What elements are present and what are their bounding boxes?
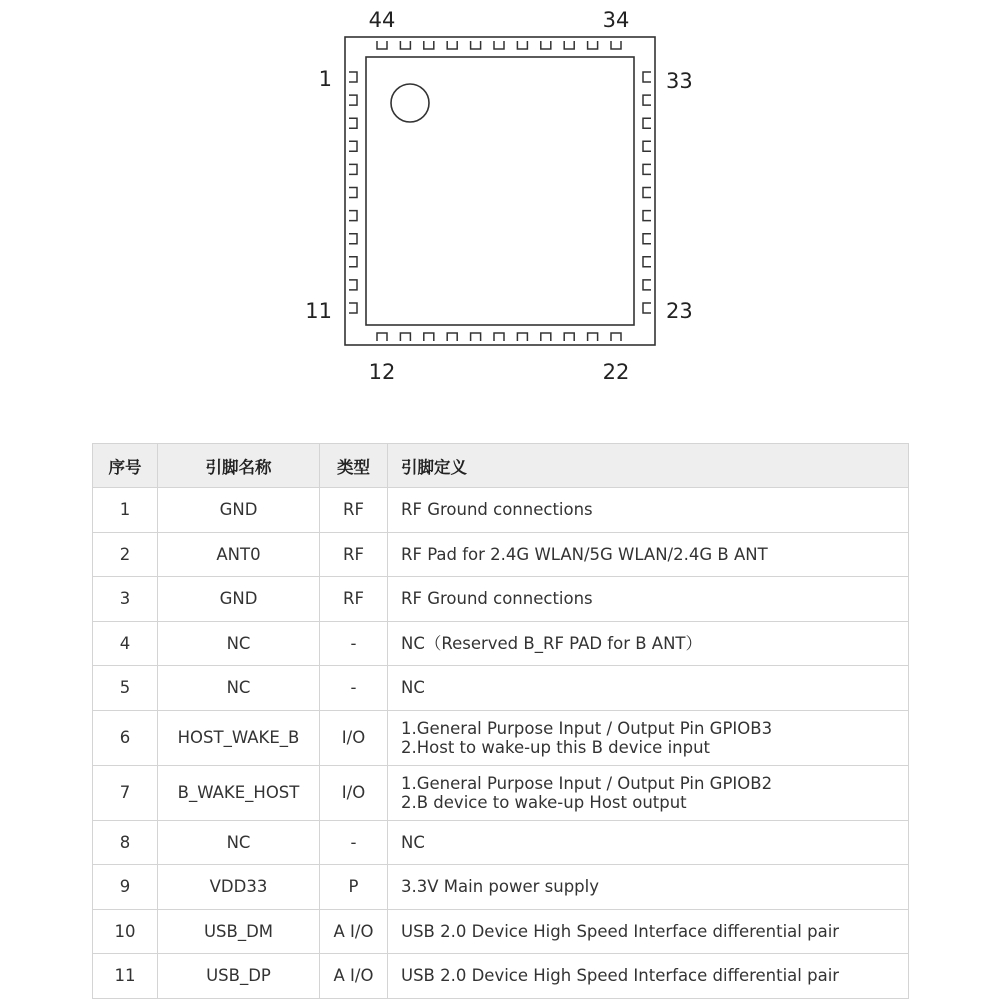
cell-type: -: [320, 621, 388, 666]
pin-pad-top: [494, 41, 504, 49]
pin-pad-bottom: [517, 333, 527, 341]
cell-serial-number: 11: [93, 954, 158, 999]
pin-pad-top: [471, 41, 481, 49]
cell-serial-number: 8: [93, 820, 158, 865]
cell-serial-number: 2: [93, 532, 158, 577]
table-row: [93, 765, 909, 820]
cell-pin-name: GND: [158, 488, 320, 533]
pin-pad-left: [349, 234, 357, 244]
cell-serial-number: 5: [93, 666, 158, 711]
table-row: [93, 954, 909, 999]
pin-pad-bottom: [377, 333, 387, 341]
pin-label-33: 33: [666, 69, 693, 93]
cell-pin-definition: [388, 820, 909, 865]
table-row: [93, 666, 909, 711]
cell-pin-definition: [388, 532, 909, 577]
header-pin-name: 引脚名称: [158, 444, 320, 488]
cell-serial-number: 3: [93, 577, 158, 622]
pin-pad-top: [377, 41, 387, 49]
cell-type: RF: [320, 577, 388, 622]
cell-pin-name: GND: [158, 577, 320, 622]
cell-pin-name: VDD33: [158, 865, 320, 910]
pin-pad-top: [447, 41, 457, 49]
pin-pad-right: [643, 211, 651, 221]
pin-pads: [349, 41, 651, 341]
cell-pin-name: USB_DP: [158, 954, 320, 999]
pin-pad-right: [643, 141, 651, 151]
pin-pad-left: [349, 164, 357, 174]
pin-pad-left: [349, 188, 357, 198]
pin-definition-line: RF Ground connections: [401, 500, 593, 520]
pin-definition-line: 3.3V Main power supply: [401, 877, 599, 897]
cell-serial-number: 10: [93, 909, 158, 954]
pin1-marker: [391, 84, 429, 122]
pin-definition-line: NC: [401, 832, 425, 852]
cell-type: -: [320, 820, 388, 865]
pin-pad-bottom: [494, 333, 504, 341]
cell-type: RF: [320, 488, 388, 533]
cell-type: RF: [320, 532, 388, 577]
pin-pad-top: [541, 41, 551, 49]
cell-pin-definition: [388, 621, 909, 666]
pin-pad-top: [611, 41, 621, 49]
pin-pad-top: [400, 41, 410, 49]
pin-pad-right: [643, 118, 651, 128]
table-row: [93, 865, 909, 910]
cell-type: -: [320, 666, 388, 711]
pin-definition-line: 1.General Purpose Input / Output Pin GPIOB3: [401, 718, 773, 738]
cell-pin-name: NC: [158, 621, 320, 666]
cell-pin-definition: [388, 488, 909, 533]
pin-pad-bottom: [588, 333, 598, 341]
pin-pad-bottom: [564, 333, 574, 341]
cell-type: I/O: [320, 765, 388, 820]
pin-pad-top: [564, 41, 574, 49]
cell-pin-definition: [388, 710, 909, 765]
pin-definition-line: 1.General Purpose Input / Output Pin GPIOB2: [401, 773, 773, 793]
cell-serial-number: 7: [93, 765, 158, 820]
cell-pin-definition: [388, 909, 909, 954]
pin-pad-top: [517, 41, 527, 49]
table-body: [93, 488, 909, 999]
pin-pad-left: [349, 72, 357, 82]
cell-pin-name: HOST_WAKE_B: [158, 710, 320, 765]
pin-pad-right: [643, 303, 651, 313]
table-row: [93, 532, 909, 577]
table-row: [93, 577, 909, 622]
module-shield: [366, 57, 634, 325]
pin-pad-bottom: [447, 333, 457, 341]
pin-pad-right: [643, 95, 651, 105]
cell-serial-number: 1: [93, 488, 158, 533]
table-row: [93, 488, 909, 533]
pin-label-23: 23: [666, 299, 693, 323]
pin-pad-bottom: [541, 333, 551, 341]
table-header-row: [93, 444, 909, 488]
pin-pad-top: [588, 41, 598, 49]
pin-definition-line: RF Pad for 2.4G WLAN/5G WLAN/2.4G B ANT: [401, 544, 768, 564]
pin-label-11: 11: [305, 299, 332, 323]
cell-serial-number: 4: [93, 621, 158, 666]
pin-definition-line: USB 2.0 Device High Speed Interface differential pair: [401, 966, 840, 986]
pin-pad-left: [349, 141, 357, 151]
pin-pad-bottom: [611, 333, 621, 341]
cell-pin-name: NC: [158, 820, 320, 865]
cell-pin-name: B_WAKE_HOST: [158, 765, 320, 820]
pin-definition-line: 2.Host to wake-up this B device input: [401, 737, 711, 757]
table-row: [93, 820, 909, 865]
pin-definition-line: RF Ground connections: [401, 589, 593, 609]
table-row: [93, 909, 909, 954]
table-row: [93, 710, 909, 765]
cell-pin-name: ANT0: [158, 532, 320, 577]
pin-label-44: 44: [368, 8, 396, 32]
pin-pad-left: [349, 257, 357, 267]
header-type: 类型: [320, 444, 388, 488]
cell-type: P: [320, 865, 388, 910]
pin-definition-line: USB 2.0 Device High Speed Interface differential pair: [401, 921, 840, 941]
chip-pinout-diagram: [0, 0, 1000, 400]
pin-definition-line: NC（Reserved B_RF PAD for B ANT）: [401, 633, 703, 653]
pin-definition-table: [92, 443, 908, 999]
pin-pad-left: [349, 118, 357, 128]
header-pin-definition: 引脚定义: [388, 444, 909, 488]
pin-pad-bottom: [471, 333, 481, 341]
pin-pad-left: [349, 95, 357, 105]
pin-definition-line: 2.B device to wake-up Host output: [401, 792, 687, 812]
cell-pin-definition: [388, 954, 909, 999]
pin-pad-left: [349, 280, 357, 290]
cell-pin-definition: [388, 666, 909, 711]
pin-pad-left: [349, 211, 357, 221]
module-outline: [345, 37, 655, 345]
pin-pad-right: [643, 280, 651, 290]
cell-serial-number: 9: [93, 865, 158, 910]
pin-pad-right: [643, 234, 651, 244]
pin-definition-line: NC: [401, 678, 425, 698]
cell-pin-definition: [388, 865, 909, 910]
cell-pin-definition: [388, 577, 909, 622]
pin-pad-left: [349, 303, 357, 313]
cell-type: I/O: [320, 710, 388, 765]
pin-label-1: 1: [318, 67, 332, 91]
pin-label-12: 12: [368, 360, 396, 384]
pin-pad-bottom: [424, 333, 434, 341]
cell-serial-number: 6: [93, 710, 158, 765]
pin-label-34: 34: [602, 8, 630, 32]
pin-pad-right: [643, 164, 651, 174]
pin-label-22: 22: [602, 360, 630, 384]
pin-pad-right: [643, 257, 651, 267]
cell-pin-name: USB_DM: [158, 909, 320, 954]
cell-type: A I/O: [320, 909, 388, 954]
header-serial-number: 序号: [93, 444, 158, 488]
pin-pad-bottom: [400, 333, 410, 341]
cell-pin-name: NC: [158, 666, 320, 711]
cell-type: A I/O: [320, 954, 388, 999]
cell-pin-definition: [388, 765, 909, 820]
table-row: [93, 621, 909, 666]
pin-pad-top: [424, 41, 434, 49]
pin-pad-right: [643, 72, 651, 82]
pin-pad-right: [643, 188, 651, 198]
